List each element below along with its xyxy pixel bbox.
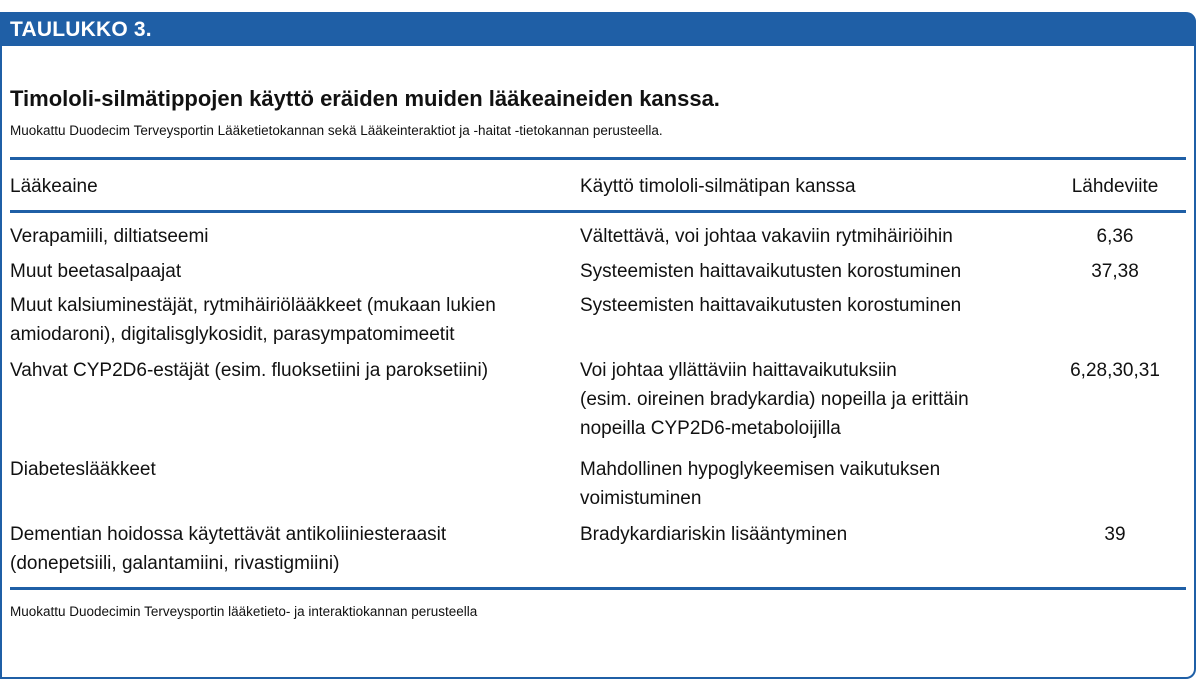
cell-line: Verapamiili, diltiatseemi [10,226,209,247]
row-5-drug [10,455,570,484]
cell-line: Voi johtaa yllättäviin haittavaikutuksiin [580,360,897,381]
cell-line: Bradykardiariskin lisääntyminen [580,524,848,545]
cell-line: Muut beetasalpaajat [10,261,182,282]
row-5-use [580,455,1040,513]
row-6-ref: 39 [1104,524,1126,545]
row-4-use [580,356,1040,443]
cell-line: Diabeteslääkkeet [10,459,156,480]
table-title: Timololi-silmätippojen käyttö eräiden muiden lääkeaineiden kanssa. [10,86,720,111]
table-label: TAULUKKO 3. [10,18,152,41]
row-1-use [580,222,1040,251]
column-header-use: Käyttö timololi-silmätipan kanssa [580,176,856,197]
row-4-ref: 6,28,30,31 [1070,360,1160,381]
cell-line: nopeilla CYP2D6-metaboloijilla [580,418,841,439]
row-2-use [580,257,1040,286]
column-header-ref: Lähdeviite [1071,176,1159,197]
row-4-drug [10,356,570,385]
row-6-drug [10,520,570,578]
row-6-use [580,520,1040,549]
column-header-drug: Lääkeaine [10,176,98,197]
row-3-use [580,291,1040,320]
row-3-drug [10,291,570,349]
table-footnote: Muokattu Duodecimin Terveysportin lääketieto- ja interaktiokannan perusteella [10,604,478,619]
cell-line: Vältettävä, voi johtaa vakaviin rytmihäiriöihin [580,226,953,247]
cell-line: Mahdollinen hypoglykeemisen vaikutuksen [580,459,941,480]
cell-line: Dementian hoidossa käytettävät antikoliiniesteraasit [10,524,447,545]
top-rule [10,157,1186,160]
cell-line: Systeemisten haittavaikutusten korostuminen [580,261,962,282]
cell-line: Vahvat CYP2D6-estäjät (esim. fluoksetiini ja paroksetiini) [10,360,489,381]
table-subtitle: Muokattu Duodecim Terveysportin Lääketietokannan sekä Lääkeinteraktiot ja -haitat -tietokannan perusteella. [10,123,663,138]
row-2-ref: 37,38 [1091,261,1139,282]
bottom-rule [10,587,1186,590]
header-rule [10,210,1186,213]
row-1-ref: 6,36 [1096,226,1134,247]
cell-line: Muut kalsiuminestäjät, rytmihäiriölääkkeet (mukaan lukien [10,295,496,316]
row-2-drug [10,257,570,286]
cell-line: voimistuminen [580,488,702,509]
row-1-drug [10,222,570,251]
cell-line: (donepetsiili, galantamiini, rivastigmiini) [10,553,340,574]
cell-line: amiodaroni), digitalisglykosidit, parasympatomimeetit [10,324,455,345]
cell-line: Systeemisten haittavaikutusten korostuminen [580,295,962,316]
cell-line: (esim. oireinen bradykardia) nopeilla ja erittäin [580,389,969,410]
